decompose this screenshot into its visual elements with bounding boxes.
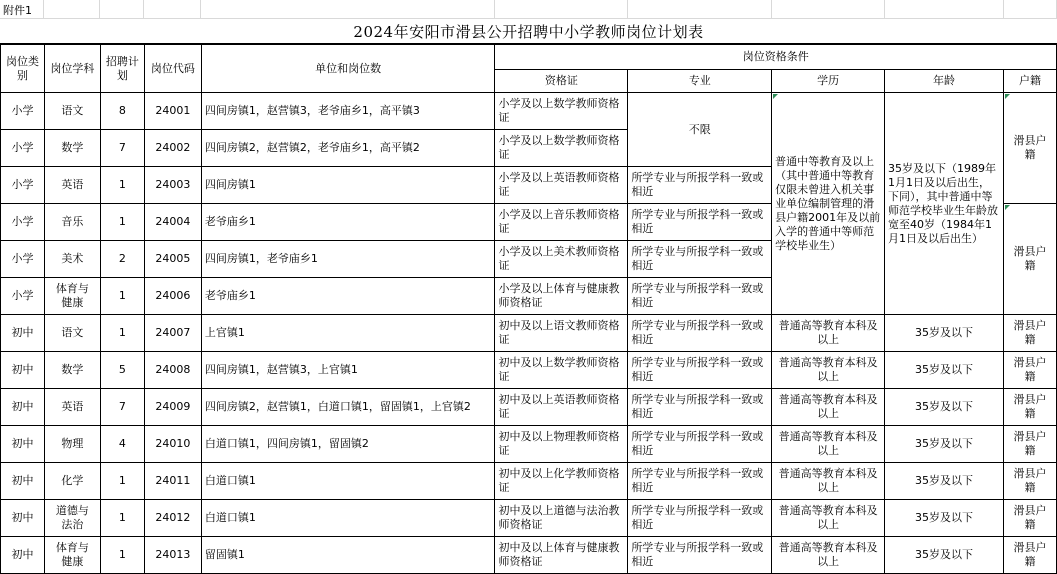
title-row: [0, 19, 1057, 44]
cell-units: 白道口镇1: [201, 500, 495, 537]
cell-units: 白道口镇1: [201, 463, 495, 500]
header-code: 岗位代码: [144, 45, 201, 93]
cell-units: 四间房镇1，老爷庙乡1: [201, 241, 495, 278]
cell-major: 所学专业与所报学科一致或相近: [628, 463, 772, 500]
cell-units: 四间房镇2，赵营镇1，白道口镇1，留固镇1，上官镇2: [201, 389, 495, 426]
cell-subject: 英语: [44, 167, 100, 204]
cell-subject: 英语: [44, 389, 100, 426]
cell-category: 小学: [1, 204, 45, 241]
cell-count: 1: [100, 278, 144, 315]
cell-e1[interactable]: [201, 0, 495, 19]
table-row: [1, 315, 1057, 352]
cell-major: 所学专业与所报学科一致或相近: [628, 278, 772, 315]
cell-code: 24002: [144, 130, 201, 167]
header-requirements: 岗位资格条件: [495, 45, 1057, 70]
cell-major: 所学专业与所报学科一致或相近: [628, 167, 772, 204]
cell-count: 2: [100, 241, 144, 278]
cell-major: 所学专业与所报学科一致或相近: [628, 389, 772, 426]
cell-education: 普通中等教育及以上（其中普通中等教育仅限未曾进入机关事业单位编制管理的滑县户籍2001年及以前入学的普通中等师范学校毕业生）: [772, 93, 885, 315]
cell-subject: 语文: [44, 93, 100, 130]
cell-age: 35岁及以下: [885, 426, 1004, 463]
header-major: 专业: [628, 70, 772, 93]
cell-subject: 数学: [44, 130, 100, 167]
cell-c1[interactable]: [100, 0, 144, 19]
cell-major: 所学专业与所报学科一致或相近: [628, 204, 772, 241]
table-row: [1, 352, 1057, 389]
cell-certificate: 小学及以上英语教师资格证: [495, 167, 628, 204]
cell-code: 24001: [144, 93, 201, 130]
cell-certificate: 小学及以上体育与健康教师资格证: [495, 278, 628, 315]
cell-certificate: 小学及以上音乐教师资格证: [495, 204, 628, 241]
cell-count: 7: [100, 130, 144, 167]
cell-subject: 化学: [44, 463, 100, 500]
cell-hukou: 滑县户籍: [1003, 389, 1056, 426]
spreadsheet-top-row: [0, 0, 1057, 19]
cell-count: 4: [100, 426, 144, 463]
header-subject: 岗位学科: [44, 45, 100, 93]
cell-code: 24006: [144, 278, 201, 315]
cell-certificate: 初中及以上体育与健康教师资格证: [495, 537, 628, 574]
cell-age: 35岁及以下: [885, 537, 1004, 574]
cell-code: 24004: [144, 204, 201, 241]
cell-count: 5: [100, 352, 144, 389]
cell-category: 初中: [1, 537, 45, 574]
cell-category: 小学: [1, 130, 45, 167]
cell-hukou: 滑县户籍: [1003, 537, 1056, 574]
cell-certificate: 初中及以上数学教师资格证: [495, 352, 628, 389]
cell-category: 初中: [1, 426, 45, 463]
cell-education: 普通高等教育本科及以上: [772, 500, 885, 537]
cell-certificate: 初中及以上化学教师资格证: [495, 463, 628, 500]
table-row: [1, 500, 1057, 537]
cell-major: 所学专业与所报学科一致或相近: [628, 315, 772, 352]
cell-j1[interactable]: [1004, 0, 1057, 19]
cell-code: 24013: [144, 537, 201, 574]
cell-code: 24010: [144, 426, 201, 463]
cell-f1[interactable]: [495, 0, 628, 19]
cell-code: 24009: [144, 389, 201, 426]
cell-units: 上官镇1: [201, 315, 495, 352]
header-education: 学历: [772, 70, 885, 93]
cell-certificate: 初中及以上语文教师资格证: [495, 315, 628, 352]
cell-units: 四间房镇1，赵营镇3，老爷庙乡1，高平镇3: [201, 93, 495, 130]
cell-count: 1: [100, 463, 144, 500]
cell-major: 所学专业与所报学科一致或相近: [628, 537, 772, 574]
cell-age: 35岁及以下: [885, 315, 1004, 352]
cell-subject: 美术: [44, 241, 100, 278]
cell-certificate: 初中及以上物理教师资格证: [495, 426, 628, 463]
cell-count: 1: [100, 204, 144, 241]
header-age: 年龄: [885, 70, 1004, 93]
header-hukou: 户籍: [1003, 70, 1056, 93]
header-certificate: 资格证: [495, 70, 628, 93]
cell-hukou: 滑县户籍: [1003, 500, 1056, 537]
cell-i1[interactable]: [885, 0, 1004, 19]
cell-subject: 物理: [44, 426, 100, 463]
cell-major: 不限: [628, 93, 772, 167]
cell-education: 普通高等教育本科及以上: [772, 537, 885, 574]
cell-hukou: 滑县户籍: [1003, 204, 1056, 315]
cell-units: 留固镇1: [201, 537, 495, 574]
cell-category: 初中: [1, 389, 45, 426]
page-title: 2024年安阳市滑县公开招聘中小学教师岗位计划表: [353, 23, 704, 41]
cell-code: 24003: [144, 167, 201, 204]
cell-count: 1: [100, 537, 144, 574]
cell-h1[interactable]: [772, 0, 885, 19]
cell-certificate: 小学及以上数学教师资格证: [495, 130, 628, 167]
cell-category: 小学: [1, 241, 45, 278]
cell-count: 1: [100, 167, 144, 204]
cell-units: 四间房镇2，赵营镇2，老爷庙乡1，高平镇2: [201, 130, 495, 167]
cell-category: 初中: [1, 352, 45, 389]
cell-code: 24012: [144, 500, 201, 537]
cell-code: 24011: [144, 463, 201, 500]
cell-certificate: 小学及以上数学教师资格证: [495, 93, 628, 130]
table-row: [1, 93, 1057, 130]
cell-subject: 音乐: [44, 204, 100, 241]
cell-hukou: 滑县户籍: [1003, 463, 1056, 500]
cell-g1[interactable]: [628, 0, 772, 19]
cell-category: 初中: [1, 500, 45, 537]
cell-education: 普通高等教育本科及以上: [772, 463, 885, 500]
header-units: 单位和岗位数: [201, 45, 495, 93]
cell-hukou: 滑县户籍: [1003, 315, 1056, 352]
cell-category: 初中: [1, 315, 45, 352]
cell-subject: 体育与健康: [44, 537, 100, 574]
cell-education: 普通高等教育本科及以上: [772, 352, 885, 389]
table-row: [1, 537, 1057, 574]
cell-count: 7: [100, 389, 144, 426]
cell-certificate: 初中及以上道德与法治教师资格证: [495, 500, 628, 537]
cell-code: 24008: [144, 352, 201, 389]
cell-code: 24005: [144, 241, 201, 278]
cell-education: 普通高等教育本科及以上: [772, 315, 885, 352]
cell-units: 四间房镇1，赵营镇3，上官镇1: [201, 352, 495, 389]
cell-count: 1: [100, 315, 144, 352]
cell-major: 所学专业与所报学科一致或相近: [628, 500, 772, 537]
cell-major: 所学专业与所报学科一致或相近: [628, 352, 772, 389]
cell-education: 普通高等教育本科及以上: [772, 389, 885, 426]
table-row: [1, 426, 1057, 463]
cell-count: 8: [100, 93, 144, 130]
cell-units: 老爷庙乡1: [201, 278, 495, 315]
cell-units: 白道口镇1，四间房镇1，留固镇2: [201, 426, 495, 463]
cell-certificate: 小学及以上美术教师资格证: [495, 241, 628, 278]
cell-age: 35岁及以下: [885, 389, 1004, 426]
cell-age: 35岁及以下: [885, 463, 1004, 500]
cell-subject: 语文: [44, 315, 100, 352]
cell-units: 老爷庙乡1: [201, 204, 495, 241]
cell-major: 所学专业与所报学科一致或相近: [628, 426, 772, 463]
header-category: 岗位类别: [1, 45, 45, 93]
cell-age: 35岁及以下: [885, 352, 1004, 389]
recruitment-plan-table: [0, 44, 1057, 574]
header-count: 招聘计划: [100, 45, 144, 93]
cell-subject: 道德与法治: [44, 500, 100, 537]
cell-category: 小学: [1, 167, 45, 204]
cell-hukou: 滑县户籍: [1003, 352, 1056, 389]
cell-d1[interactable]: [144, 0, 201, 19]
table-row: [1, 389, 1057, 426]
cell-category: 小学: [1, 278, 45, 315]
cell-hukou: 滑县户籍: [1003, 426, 1056, 463]
cell-age: 35岁及以下: [885, 500, 1004, 537]
cell-b1[interactable]: [44, 0, 100, 19]
cell-hukou: 滑县户籍: [1003, 93, 1056, 204]
cell-subject: 体育与健康: [44, 278, 100, 315]
cell-category: 小学: [1, 93, 45, 130]
cell-category: 初中: [1, 463, 45, 500]
cell-education: 普通高等教育本科及以上: [772, 426, 885, 463]
cell-certificate: 初中及以上英语教师资格证: [495, 389, 628, 426]
cell-count: 1: [100, 500, 144, 537]
cell-subject: 数学: [44, 352, 100, 389]
cell-units: 四间房镇1: [201, 167, 495, 204]
cell-code: 24007: [144, 315, 201, 352]
table-row: [1, 463, 1057, 500]
attachment-label: 附件1: [3, 4, 32, 17]
cell-age: 35岁及以下（1989年1月1日及以后出生，下同），其中普通中等师范学校毕业生年龄放宽至40岁（1984年1月1日及以后出生）: [885, 93, 1004, 315]
cell-major: 所学专业与所报学科一致或相近: [628, 241, 772, 278]
